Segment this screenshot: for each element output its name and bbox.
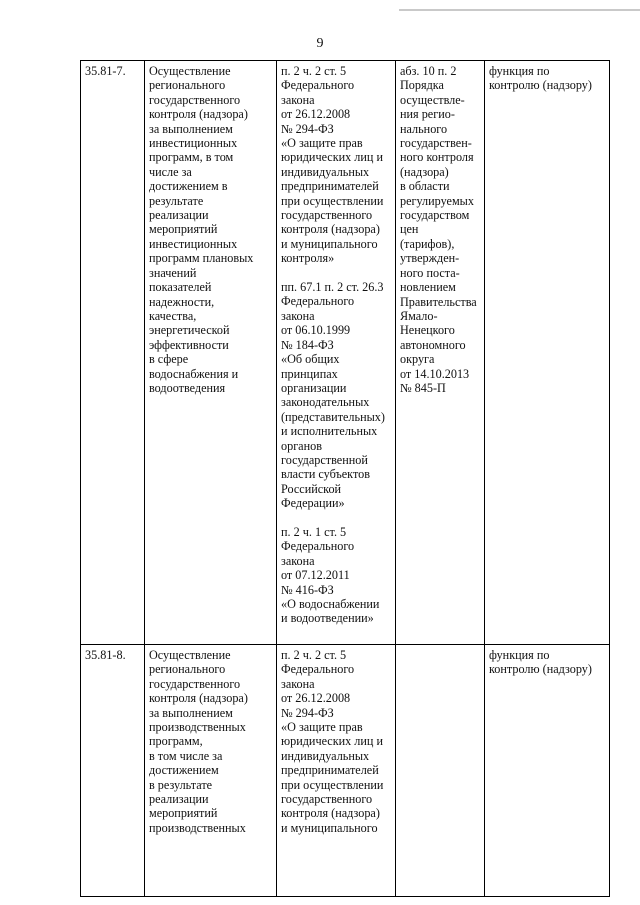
regional-act-text: абз. 10 п. 2 Порядка осуществле- ния регио- нального государствен- ного контроля (надзора) в области регулируемых государством цен (тарифов), утвержден- ного поста- новлением Правительства Ямало- Ненецкого автономного округа от 14.10.2013 № 845-П [400, 64, 477, 395]
function-type-text: функция по контролю (надзору) [489, 64, 592, 93]
function-type-cell [485, 645, 610, 897]
regional-act-cell [396, 61, 485, 645]
activity-cell [145, 61, 277, 645]
function-type-text: функция по контролю (надзору) [489, 648, 592, 677]
top-rule [399, 9, 640, 11]
functions-table [80, 60, 610, 897]
table-row [81, 645, 610, 897]
legal-basis-item: пп. 67.1 п. 2 ст. 26.3 Федерального закона от 06.10.1999 № 184-ФЗ «Об общих принципах организации законодательных (представительных) и исполнительных органов государственной власти субъектов Российской Федерации» [281, 280, 385, 511]
activity-cell [145, 645, 277, 897]
table-row [81, 61, 610, 645]
row-number: 35.81-7. [81, 61, 145, 645]
activity-text: Осуществление регионального государственного контроля (надзора) за выполнением инвестиционных программ, в том числе за достижением в результате реализации мероприятий инвестиционных программ плановых значений показателей надежности, качества, энергетической эффективности в сфере водоснабжения и водоотведения [149, 64, 254, 395]
legal-basis-item: п. 2 ч. 2 ст. 5 Федерального закона от 26.12.2008 № 294-ФЗ «О защите прав юридических лиц и индивидуальных предпринимателей при осуществлении государственного контроля (надзора) и муниципального [281, 648, 384, 835]
legal-basis-cell [277, 61, 396, 645]
regional-act-cell [396, 645, 485, 897]
activity-text: Осуществление регионального государственного контроля (надзора) за выполнением производственных программ, в том числе за достижением в результате реализации мероприятий производственных [149, 648, 248, 835]
page-number: 9 [316, 36, 324, 51]
function-type-cell [485, 61, 610, 645]
legal-basis-item: п. 2 ч. 1 ст. 5 Федерального закона от 07.12.2011 № 416-ФЗ «О водоснабжении и водоотведении» [281, 524, 380, 626]
row-number: 35.81-8. [81, 645, 145, 897]
legal-basis-item: п. 2 ч. 2 ст. 5 Федерального закона от 26.12.2008 № 294-ФЗ «О защите прав юридических лиц и индивидуальных предпринимателей при осуществлении государственного контроля (надзора) и муниципального контроля» [281, 64, 384, 266]
legal-basis-cell [277, 645, 396, 897]
